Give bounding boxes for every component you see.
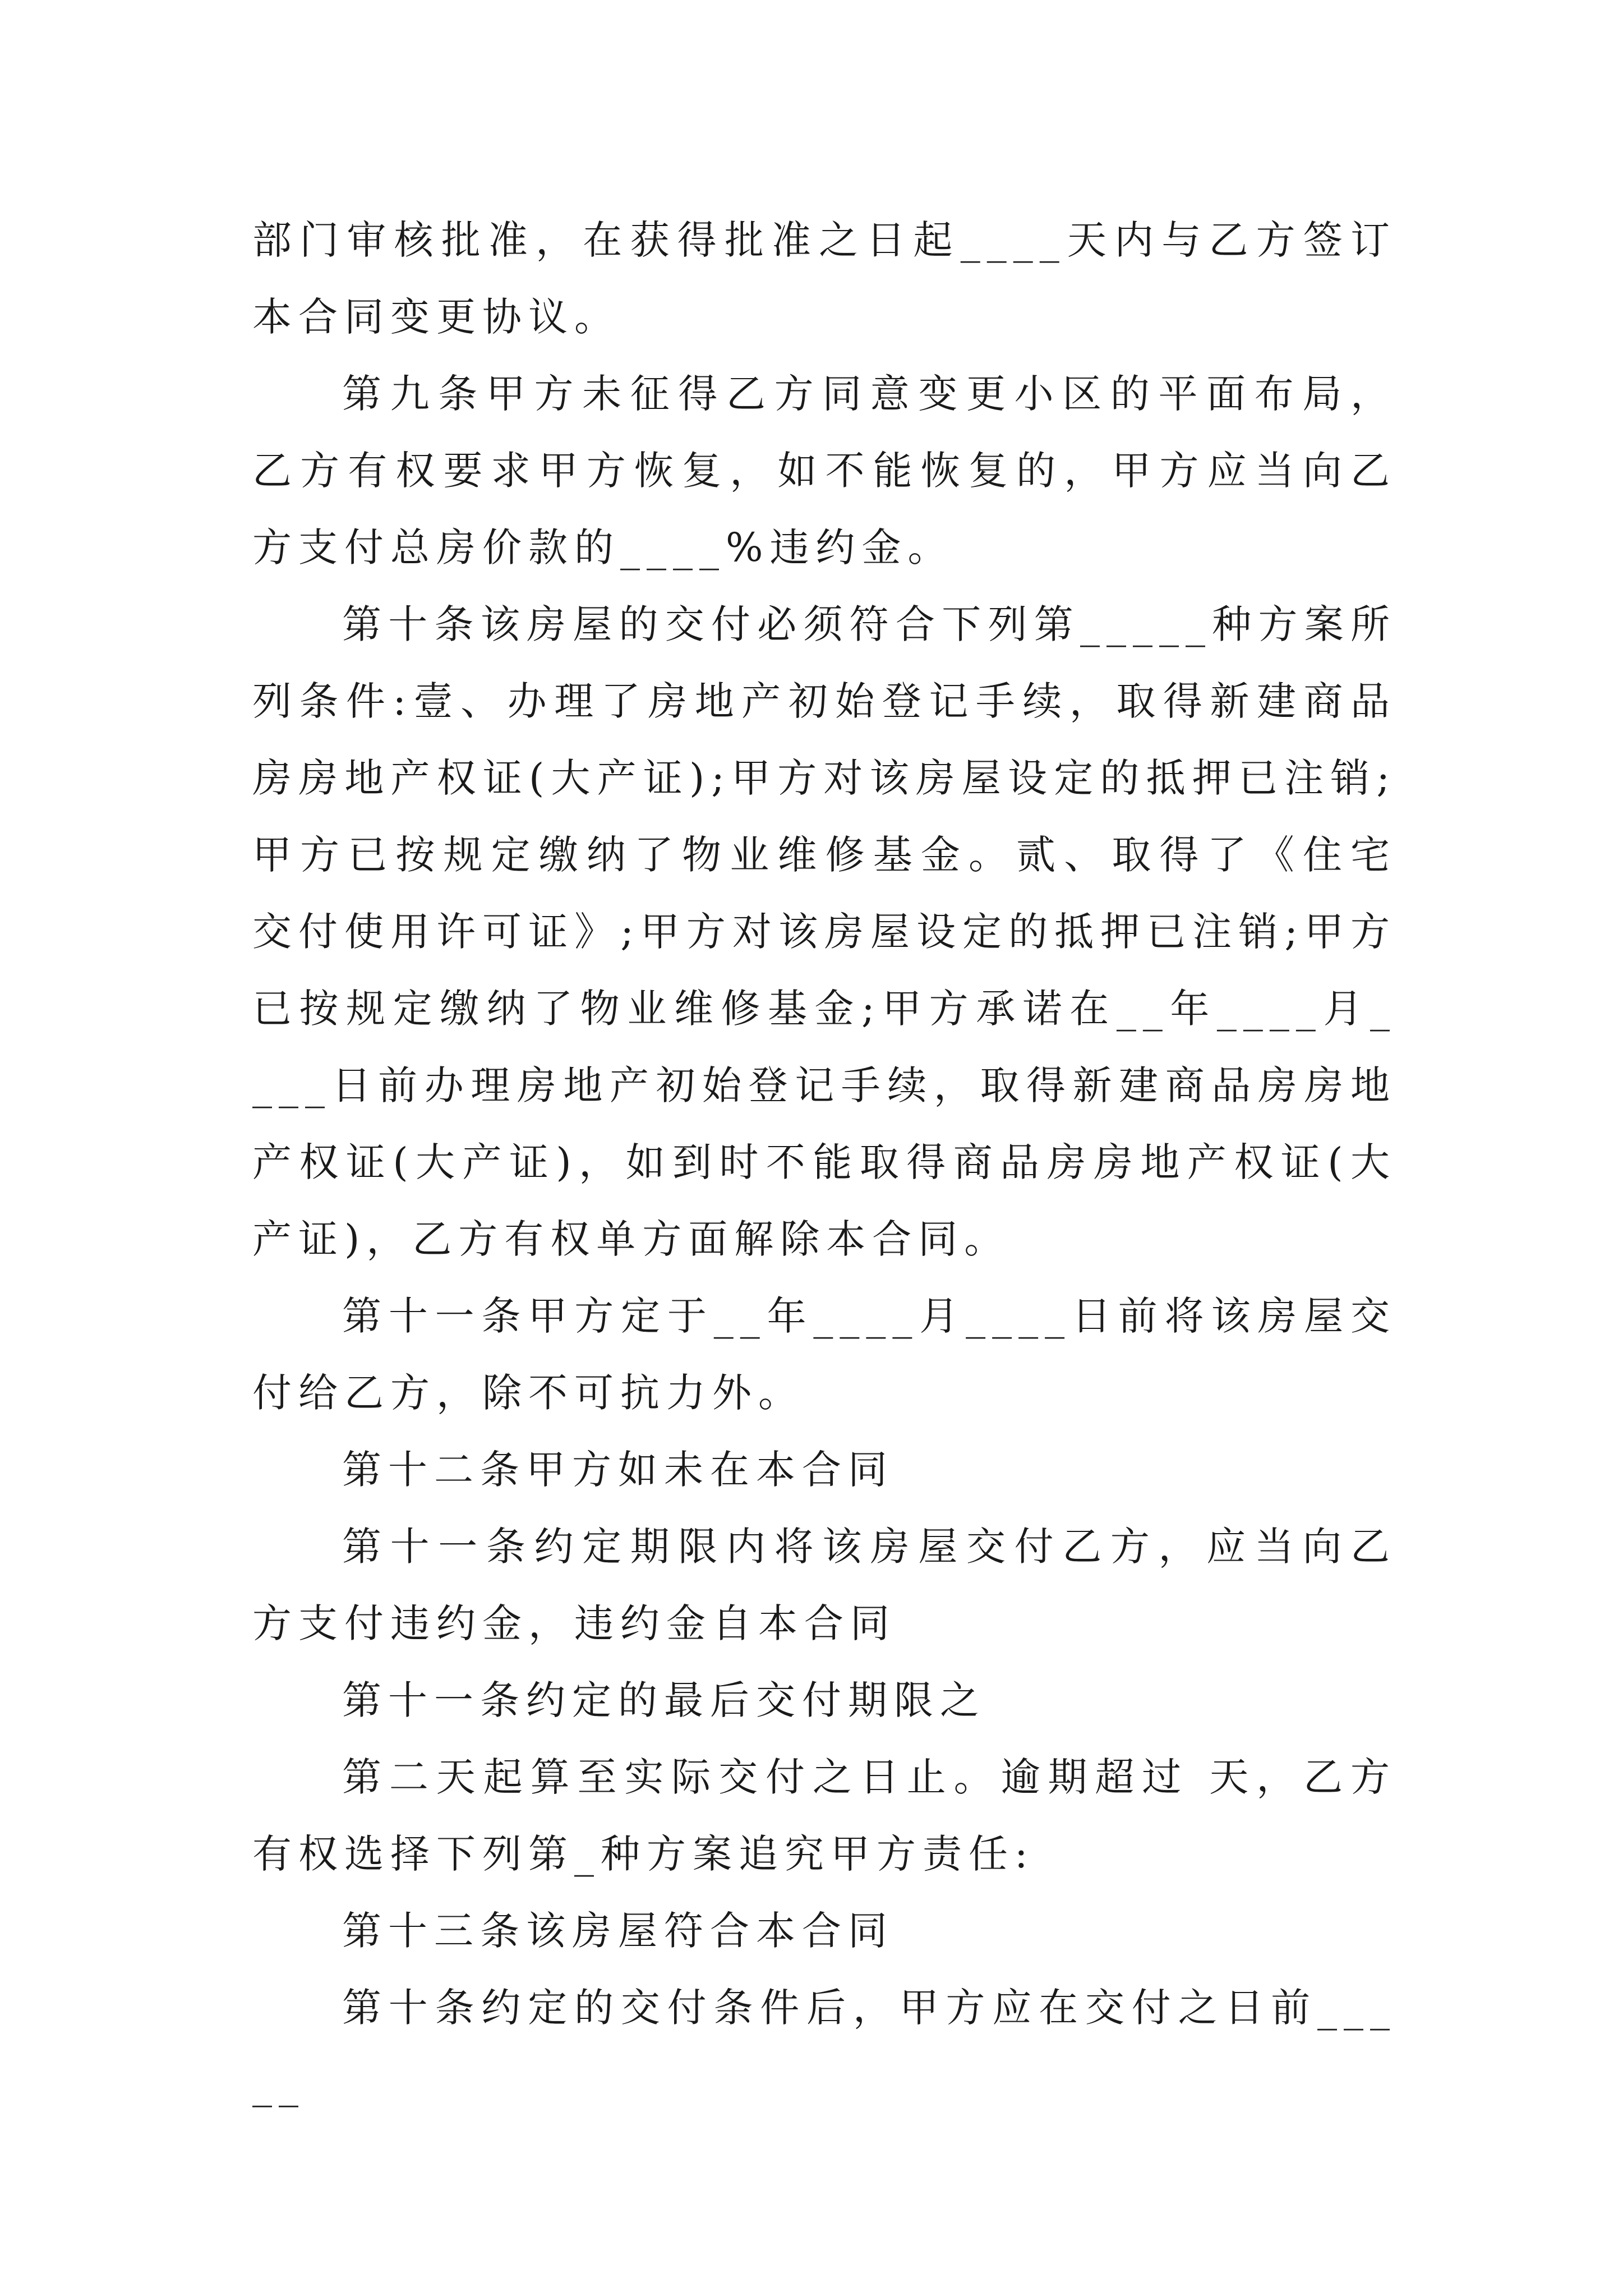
paragraph-1: 部门审核批准，在获得批准之日起____天内与乙方签订本合同变更协议。 (252, 217, 1396, 340)
paragraph-article-10-ref: 第十条约定的交付条件后，甲方应在交付之日前_____ (252, 1985, 1396, 2108)
paragraph-article-12: 第十二条甲方如未在本合同 (342, 1447, 894, 1493)
paragraph-article-11: 第十一条甲方定于__年____月____日前将该房屋交付给乙方，除不可抗力外。 (252, 1293, 1396, 1416)
paragraph-article-9: 第九条甲方未征得乙方同意变更小区的平面布局，乙方有权要求甲方恢复，如不能恢复的，甲方应当向乙方支付总房价款的____%违约金。 (252, 371, 1396, 570)
document-page (252, 202, 1396, 2123)
paragraph-article-10: 第十条该房屋的交付必须符合下列第_____种方案所列条件:壹、办理了房地产初始登记手续，取得新建商品房房地产权证(大产证);甲方对该房屋设定的抵押已注销;甲方已按规定缴纳了物业维修基金。贰、取得了《住宅交付使用许可证》;甲方对该房屋设定的抵押已注销;甲方已按规定缴纳了物业维修基金;甲方承诺在__年____月____日前办理房地产初始登记手续，取得新建商品房房地产权证(大产证)，如到时不能取得商品房房地产权证(大产证)，乙方有权单方面解除本合同。 (252, 601, 1396, 1262)
paragraph-article-11-ref-a: 第十一条约定期限内将该房屋交付乙方，应当向乙方支付违约金，违约金自本合同 (252, 1524, 1396, 1646)
paragraph-article-11-ref-b: 第十一条约定的最后交付期限之 (342, 1677, 986, 1723)
paragraph-day-two: 第二天起算至实际交付之日止。逾期超过 天，乙方有权选择下列第_种方案追究甲方责任: (252, 1754, 1396, 1877)
paragraph-article-13: 第十三条该房屋符合本合同 (342, 1908, 894, 1954)
